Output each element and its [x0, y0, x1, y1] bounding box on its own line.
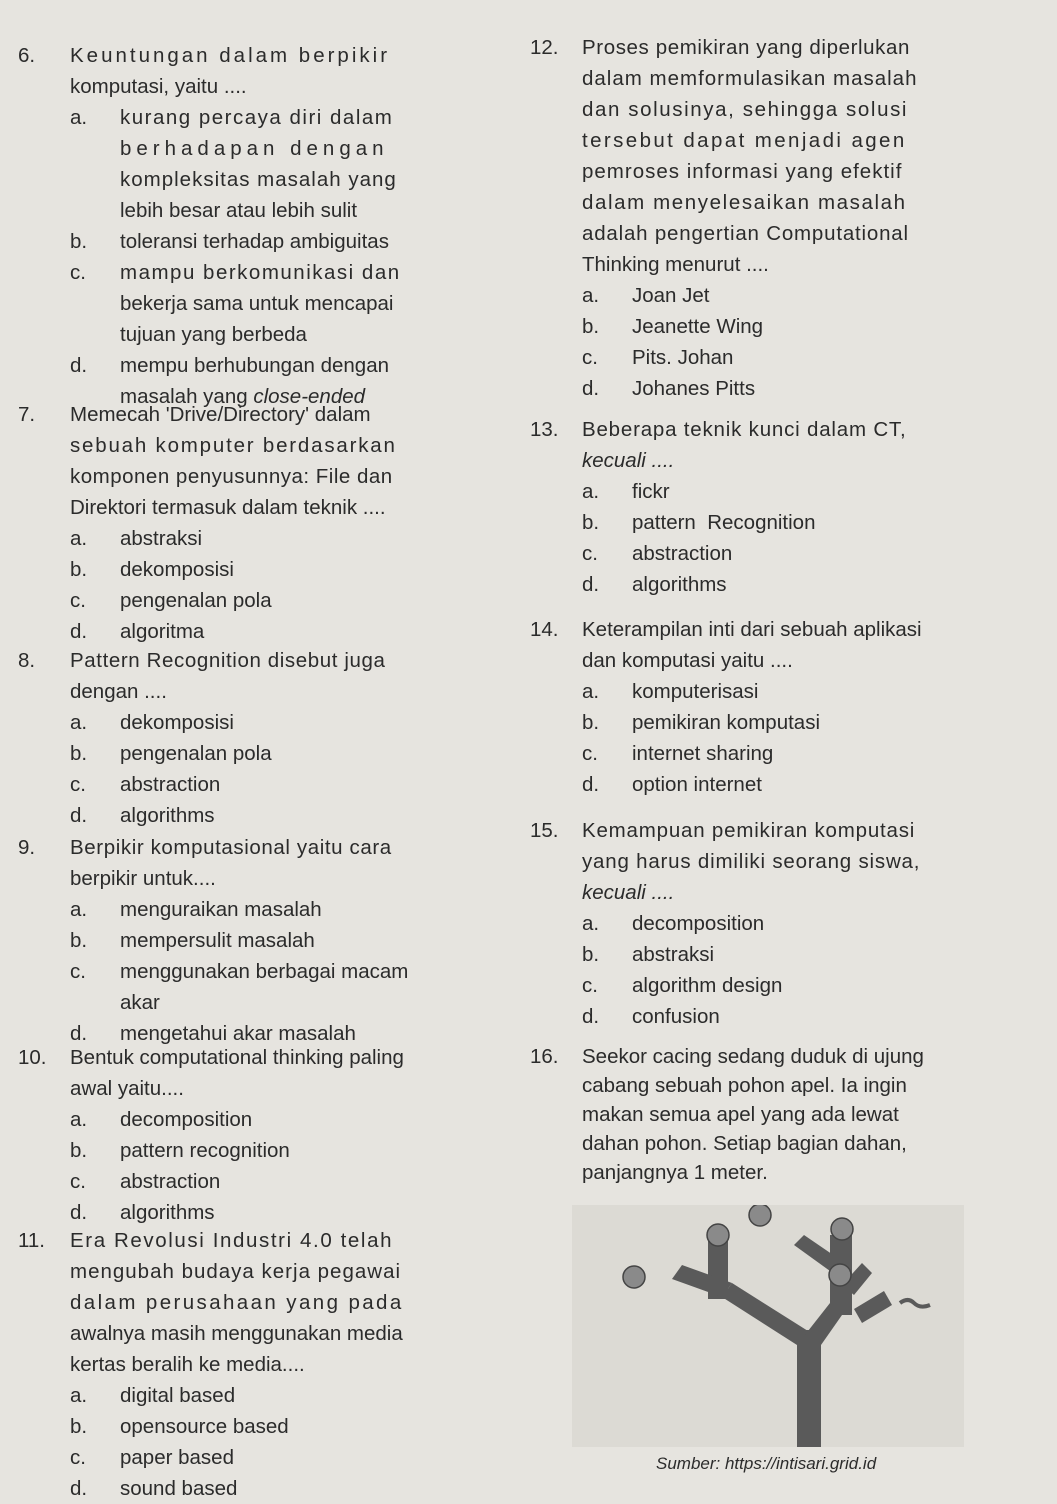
- option-c[interactable]: c. abstraction: [582, 542, 733, 565]
- question-6: [18, 40, 458, 412]
- question-number: 9.: [18, 836, 36, 859]
- option-b[interactable]: b. abstraksi: [582, 943, 715, 966]
- apple-icon: [749, 1205, 771, 1226]
- option-b[interactable]: b. mempersulit masalah: [70, 929, 315, 952]
- tree-branches: [672, 1235, 892, 1447]
- option-c[interactable]: c. paper based: [70, 1446, 234, 1469]
- option-d[interactable]: d. option internet: [582, 773, 762, 796]
- question-number: 16.: [530, 1045, 559, 1068]
- question-number: 12.: [530, 36, 559, 59]
- option-d[interactable]: d. mempu berhubungan dengan masalah yang close-ended: [70, 354, 389, 408]
- question-stem: Kemampuan pemikiran komputasi yang harus dimiliki seorang siswa, kecuali ....: [582, 819, 921, 904]
- option-b[interactable]: b. Jeanette Wing: [582, 315, 764, 338]
- question-10: [18, 1042, 458, 1228]
- option-a[interactable]: a. digital based: [70, 1384, 236, 1407]
- option-c[interactable]: c. abstraction: [70, 773, 221, 796]
- option-a[interactable]: a. fickr: [582, 480, 670, 503]
- option-b[interactable]: b. pengenalan pola: [70, 742, 272, 765]
- option-a[interactable]: a. decomposition: [582, 912, 765, 935]
- option-a[interactable]: a. kurang percaya diri dalam berhadapan dengan kompleksitas masalah yang lebih besar atau lebih sulit: [70, 106, 397, 222]
- option-b[interactable]: b. pattern Recognition: [582, 511, 816, 534]
- question-number: 10.: [18, 1046, 47, 1069]
- question-7: [18, 399, 458, 647]
- apple-icon: [829, 1264, 851, 1286]
- question-stem: Bentuk computational thinking paling awal yaitu....: [70, 1046, 404, 1100]
- option-d[interactable]: d. algorithms: [582, 573, 727, 596]
- question-number: 11.: [18, 1229, 45, 1252]
- option-a[interactable]: a. decomposition: [70, 1108, 253, 1131]
- question-13: [530, 414, 1040, 600]
- option-c[interactable]: c. Pits. Johan: [582, 346, 734, 369]
- question-number: 6.: [18, 44, 36, 67]
- question-9: [18, 832, 458, 1049]
- option-a[interactable]: a. abstraksi: [70, 527, 203, 550]
- question-15: [530, 815, 1040, 1032]
- tree-branch-diagram: [572, 1205, 964, 1447]
- option-d[interactable]: d. mengetahui akar masalah: [70, 1022, 356, 1045]
- question-stem: Keuntungan dalam berpikir komputasi, yaitu ....: [70, 44, 391, 98]
- option-a[interactable]: a. menguraikan masalah: [70, 898, 322, 921]
- option-b[interactable]: b. pattern recognition: [70, 1139, 290, 1162]
- question-stem: Proses pemikiran yang diperlukan dalam memformulasikan masalah dan solusinya, sehingga solusi tersebut dapat menjadi agen pemroses informasi yang efektif dalam menyelesaikan masalah adalah pengertian Computational Thinking menurut ....: [582, 36, 918, 276]
- question-stem: Beberapa teknik kunci dalam CT, kecuali ....: [582, 418, 907, 472]
- option-a[interactable]: a. komputerisasi: [582, 680, 759, 703]
- option-d[interactable]: d. Johanes Pitts: [582, 377, 756, 400]
- option-b[interactable]: b. dekomposisi: [70, 558, 234, 581]
- figure-source-caption: Sumber: https://intisari.grid.id: [656, 1454, 877, 1473]
- option-a[interactable]: a. Joan Jet: [582, 284, 710, 307]
- apple-icon: [707, 1224, 729, 1246]
- question-stem: Berpikir komputasional yaitu cara berpikir untuk....: [70, 836, 392, 890]
- option-b[interactable]: b. toleransi terhadap ambiguitas: [70, 230, 389, 253]
- question-stem: Pattern Recognition disebut juga dengan ....: [70, 649, 386, 703]
- option-d[interactable]: d. algorithms: [70, 1201, 215, 1224]
- option-c[interactable]: c. pengenalan pola: [70, 589, 272, 612]
- question-12: [530, 32, 1040, 404]
- question-14: [530, 614, 1040, 800]
- option-d[interactable]: d. algorithms: [70, 804, 215, 827]
- option-c[interactable]: c. abstraction: [70, 1170, 221, 1193]
- option-b[interactable]: b. opensource based: [70, 1415, 289, 1438]
- question-number: 8.: [18, 649, 36, 672]
- question-stem: Era Revolusi Industri 4.0 telah mengubah budaya kerja pegawai dalam perusahaan yang pada awalnya masih menggunakan media kertas beralih ke media....: [70, 1229, 404, 1376]
- option-d[interactable]: d. sound based: [70, 1477, 238, 1500]
- question-stem: Memecah 'Drive/Directory' dalam sebuah komputer berdasarkan komponen penyusunnya: File dan Direktori termasuk dalam teknik ....: [70, 403, 397, 519]
- option-a[interactable]: a. dekomposisi: [70, 711, 234, 734]
- question-number: 14.: [530, 618, 559, 641]
- question-number: 13.: [530, 418, 559, 441]
- question-stem: Keterampilan inti dari sebuah aplikasi dan komputasi yaitu ....: [582, 618, 922, 672]
- question-number: 15.: [530, 819, 559, 842]
- option-d[interactable]: d. algoritma: [70, 620, 205, 643]
- tree-icon: [572, 1205, 964, 1447]
- question-16: [530, 1042, 1040, 1187]
- question-11: [18, 1225, 458, 1504]
- option-d[interactable]: d. confusion: [582, 1005, 720, 1028]
- question-number: 7.: [18, 403, 36, 426]
- question-stem: Seekor cacing sedang duduk di ujung cabang sebuah pohon apel. Ia ingin makan semua apel yang ada lewat dahan pohon. Setiap bagian dahan, panjangnya 1 meter.: [582, 1045, 924, 1184]
- option-c[interactable]: c. algorithm design: [582, 974, 783, 997]
- apple-icon: [623, 1266, 645, 1288]
- option-c[interactable]: c. mampu berkomunikasi dan bekerja sama untuk mencapai tujuan yang berbeda: [70, 261, 401, 346]
- option-c[interactable]: c. internet sharing: [582, 742, 774, 765]
- option-c[interactable]: c. menggunakan berbagai macam akar: [70, 960, 409, 1014]
- option-b[interactable]: b. pemikiran komputasi: [582, 711, 820, 734]
- apple-icon: [831, 1218, 853, 1240]
- question-8: [18, 645, 458, 831]
- worm-icon: [900, 1300, 930, 1307]
